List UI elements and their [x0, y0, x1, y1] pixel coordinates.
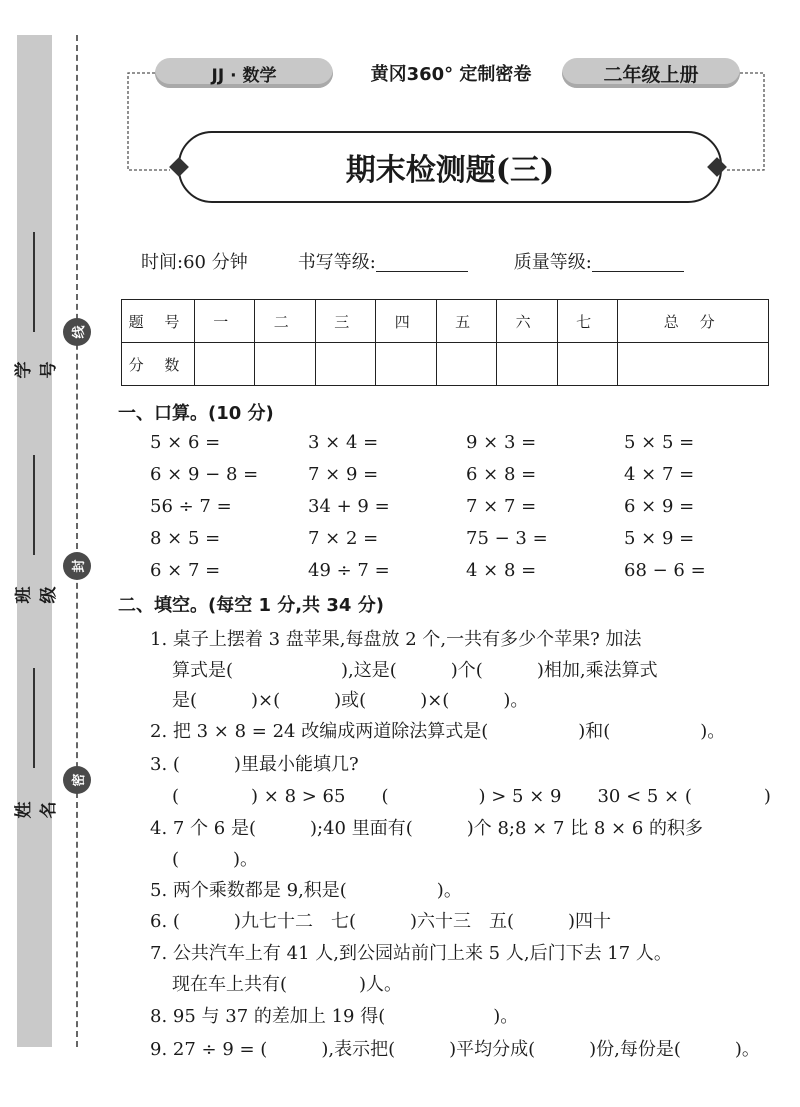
writing-grade-field[interactable]: [376, 253, 468, 272]
side-blank-line: [33, 668, 35, 768]
calc-item: 6 × 7 =: [150, 560, 221, 581]
subject-pill: JJ · 数学: [155, 58, 333, 88]
calc-item: 75 − 3 =: [466, 528, 548, 549]
score-cell[interactable]: [557, 343, 617, 386]
calc-item: 5 × 6 =: [150, 432, 221, 453]
score-cell[interactable]: [255, 343, 315, 386]
question-7-line-2: 现在车上共有( )人。: [172, 974, 403, 995]
score-cell[interactable]: [618, 343, 769, 386]
table-row: [122, 343, 769, 386]
question-2: 2. 把 3 × 8 = 24 改编成两道除法算式是( )和( )。: [150, 721, 726, 742]
student-id-label: 学号: [14, 361, 59, 379]
table-header-cell: 题 号: [122, 300, 195, 343]
score-cell[interactable]: [376, 343, 436, 386]
calc-item: 5 × 9 =: [624, 528, 695, 549]
calc-item: 5 × 5 =: [624, 432, 695, 453]
grade-pill: 二年级上册: [562, 58, 740, 88]
question-8: 8. 95 与 37 的差加上 19 得( )。: [150, 1006, 519, 1027]
question-4-line-2: ( )。: [172, 849, 259, 870]
calc-item: 6 × 9 − 8 =: [150, 464, 259, 485]
table-header-cell: 七: [557, 300, 617, 343]
calc-item: 7 × 7 =: [466, 496, 537, 517]
table-header-cell: 二: [255, 300, 315, 343]
score-cell[interactable]: [436, 343, 496, 386]
section-1-title: 一、口算。(10 分): [118, 403, 274, 424]
table-header-cell: 三: [315, 300, 375, 343]
section-2-title: 二、填空。(每空 1 分,共 34 分): [118, 595, 384, 616]
calc-item: 56 ÷ 7 =: [150, 496, 232, 517]
writing-grade-label: 书写等级:: [297, 252, 376, 273]
mental-math-grid: [150, 432, 770, 592]
side-blank-line: [33, 232, 35, 332]
page-title: 期末检测题(三): [178, 131, 722, 203]
calc-item: 68 − 6 =: [624, 560, 706, 581]
table-header-cell: 五: [436, 300, 496, 343]
question-1-line-1: 1. 桌子上摆着 3 盘苹果,每盘放 2 个,一共有多少个苹果? 加法: [150, 629, 642, 650]
seal-secret: 密: [63, 766, 91, 794]
calc-item: 4 × 8 =: [466, 560, 537, 581]
table-header-cell: 一: [195, 300, 255, 343]
score-cell[interactable]: [315, 343, 375, 386]
question-7-line-1: 7. 公共汽车上有 41 人,到公园站前门上来 5 人,后门下去 17 人。: [150, 943, 672, 964]
score-cell[interactable]: [497, 343, 557, 386]
table-header-cell: 四: [376, 300, 436, 343]
score-cell[interactable]: [195, 343, 255, 386]
calc-item: 6 × 9 =: [624, 496, 695, 517]
calc-item: 4 × 7 =: [624, 464, 695, 485]
table-row: [122, 300, 769, 343]
question-3-line-1: 3. ( )里最小能填几?: [150, 754, 359, 775]
score-row-label: 分 数: [122, 343, 195, 386]
score-table: [121, 299, 769, 386]
calc-item: 8 × 5 =: [150, 528, 221, 549]
question-6: 6. ( )九七十二 七( )六十三 五( )四十: [150, 911, 612, 932]
quality-grade-field[interactable]: [592, 253, 684, 272]
question-5: 5. 两个乘数都是 9,积是( )。: [150, 880, 462, 901]
question-9: 9. 27 ÷ 9 = ( ),表示把( )平均分成( )份,每份是( )。: [150, 1039, 760, 1060]
calc-item: 3 × 4 =: [308, 432, 379, 453]
series-title: 黄冈360° 定制密卷: [370, 64, 532, 85]
question-1-line-3: 是( )×( )或( )×( )。: [172, 690, 529, 711]
class-label: 班级: [14, 586, 59, 604]
question-3-line-2: ( ) × 8 > 65 ( ) > 5 × 9 30 < 5 × ( ): [172, 786, 771, 807]
table-header-cell: 六: [497, 300, 557, 343]
seal-seal: 封: [63, 552, 91, 580]
seal-line: 线: [63, 318, 91, 346]
name-label: 姓名: [14, 801, 59, 819]
question-4-line-1: 4. 7 个 6 是( );40 里面有( )个 8;8 × 7 比 8 × 6 的积多: [150, 818, 704, 839]
calc-item: 7 × 9 =: [308, 464, 379, 485]
calc-item: 9 × 3 =: [466, 432, 537, 453]
side-blank-line: [33, 455, 35, 555]
calc-item: 49 ÷ 7 =: [308, 560, 390, 581]
time-label: 时间:60 分钟: [141, 252, 248, 273]
quality-grade-label: 质量等级:: [513, 252, 592, 273]
exam-info: [141, 248, 684, 274]
calc-item: 6 × 8 =: [466, 464, 537, 485]
calc-item: 7 × 2 =: [308, 528, 379, 549]
calc-item: 34 + 9 =: [308, 496, 390, 517]
table-header-cell: 总 分: [618, 300, 769, 343]
question-1-line-2: 算式是( ),这是( )个( )相加,乘法算式: [172, 660, 658, 681]
